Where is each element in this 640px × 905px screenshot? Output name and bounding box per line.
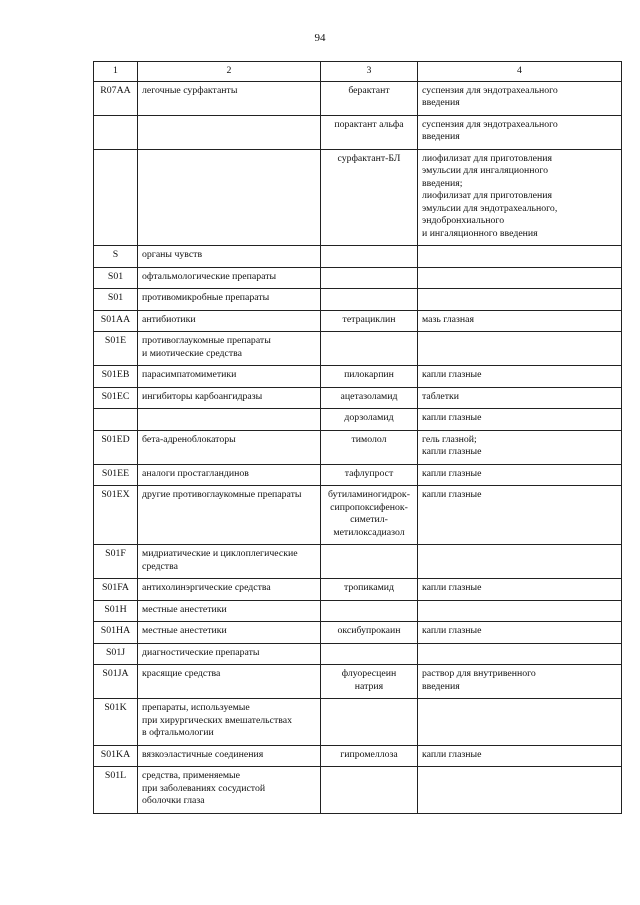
drug-name-cell: сурфактант-БЛ	[321, 149, 418, 246]
column-number-4: 4	[418, 62, 622, 82]
drug-name-cell	[321, 289, 418, 311]
atc-group-cell: средства, применяемые при заболеваниях сосудистой оболочки глаза	[138, 767, 321, 814]
table-row	[94, 745, 622, 767]
atc-code-cell: S01J	[94, 643, 138, 665]
atc-code-cell: R07AA	[94, 81, 138, 115]
drug-list-table	[93, 61, 622, 814]
table-row	[94, 149, 622, 246]
atc-group-cell: бета-адреноблокаторы	[138, 430, 321, 464]
dosage-form-cell: раствор для внутривенного введения	[418, 665, 622, 699]
dosage-form-cell: капли глазные	[418, 366, 622, 388]
drug-name-cell: флуоресцеин натрия	[321, 665, 418, 699]
dosage-form-cell: капли глазные	[418, 486, 622, 545]
atc-code-cell: S01ED	[94, 430, 138, 464]
drug-name-cell	[321, 767, 418, 814]
dosage-form-cell: таблетки	[418, 387, 622, 409]
atc-code-cell: S01HA	[94, 622, 138, 644]
table-row	[94, 430, 622, 464]
dosage-form-cell	[418, 267, 622, 289]
atc-code-cell: S01AA	[94, 310, 138, 332]
table-row	[94, 545, 622, 579]
table-row	[94, 289, 622, 311]
drug-name-cell	[321, 267, 418, 289]
dosage-form-cell	[418, 289, 622, 311]
dosage-form-cell: гель глазной; капли глазные	[418, 430, 622, 464]
drug-name-cell: тетрациклин	[321, 310, 418, 332]
table-row	[94, 409, 622, 431]
atc-group-cell: местные анестетики	[138, 600, 321, 622]
atc-code-cell	[94, 115, 138, 149]
table-row	[94, 699, 622, 746]
table-row	[94, 246, 622, 268]
atc-code-cell: S01JA	[94, 665, 138, 699]
column-number-2: 2	[138, 62, 321, 82]
atc-code-cell: S01FA	[94, 579, 138, 601]
atc-group-cell: антибиотики	[138, 310, 321, 332]
dosage-form-cell	[418, 246, 622, 268]
dosage-form-cell	[418, 545, 622, 579]
atc-group-cell: диагностические препараты	[138, 643, 321, 665]
atc-code-cell: S01KA	[94, 745, 138, 767]
drug-name-cell: тафлупрост	[321, 464, 418, 486]
atc-code-cell: S01E	[94, 332, 138, 366]
atc-group-cell	[138, 409, 321, 431]
dosage-form-cell	[418, 767, 622, 814]
drug-name-cell: ацетазоламид	[321, 387, 418, 409]
atc-group-cell: антихолинэргические средства	[138, 579, 321, 601]
atc-group-cell	[138, 115, 321, 149]
table-row	[94, 115, 622, 149]
atc-code-cell: S01	[94, 267, 138, 289]
table-row	[94, 622, 622, 644]
dosage-form-cell: суспензия для эндотрахеального введения	[418, 81, 622, 115]
drug-name-cell	[321, 246, 418, 268]
atc-group-cell: аналоги простагландинов	[138, 464, 321, 486]
atc-group-cell: легочные сурфактанты	[138, 81, 321, 115]
atc-code-cell: S	[94, 246, 138, 268]
atc-group-cell: ингибиторы карбоангидразы	[138, 387, 321, 409]
atc-code-cell: S01EE	[94, 464, 138, 486]
column-number-3: 3	[321, 62, 418, 82]
atc-group-cell: местные анестетики	[138, 622, 321, 644]
drug-name-cell: гипромеллоза	[321, 745, 418, 767]
atc-code-cell: S01L	[94, 767, 138, 814]
drug-name-cell: бутиламиногидрок- сипропоксифенок- симетил- метилоксадиазол	[321, 486, 418, 545]
atc-group-cell: другие противоглаукомные препараты	[138, 486, 321, 545]
table-row	[94, 665, 622, 699]
table-row	[94, 486, 622, 545]
dosage-form-cell	[418, 699, 622, 746]
drug-name-cell	[321, 332, 418, 366]
drug-name-cell: пилокарпин	[321, 366, 418, 388]
drug-name-cell: оксибупрокаин	[321, 622, 418, 644]
atc-code-cell: S01	[94, 289, 138, 311]
table-row	[94, 579, 622, 601]
atc-code-cell	[94, 149, 138, 246]
table-row	[94, 767, 622, 814]
table-row	[94, 366, 622, 388]
atc-group-cell: парасимпатомиметики	[138, 366, 321, 388]
atc-group-cell: вязкоэластичные соединения	[138, 745, 321, 767]
table-row	[94, 464, 622, 486]
drug-name-cell: тропикамид	[321, 579, 418, 601]
table-row	[94, 332, 622, 366]
atc-group-cell: противомикробные препараты	[138, 289, 321, 311]
atc-group-cell: мидриатические и циклоплегические средства	[138, 545, 321, 579]
atc-group-cell: препараты, используемые при хирургических вмешательствах в офтальмологии	[138, 699, 321, 746]
dosage-form-cell	[418, 643, 622, 665]
atc-code-cell: S01EB	[94, 366, 138, 388]
dosage-form-cell: капли глазные	[418, 464, 622, 486]
table-row	[94, 600, 622, 622]
dosage-form-cell	[418, 600, 622, 622]
table-header-row	[94, 62, 622, 82]
atc-code-cell	[94, 409, 138, 431]
column-number-1: 1	[94, 62, 138, 82]
atc-group-cell: органы чувств	[138, 246, 321, 268]
dosage-form-cell: капли глазные	[418, 745, 622, 767]
dosage-form-cell: лиофилизат для приготовления эмульсии для ингаляционного введения; лиофилизат для приготовления эмульсии для эндотрахеального, эндобронхиального и ингаляционного введения	[418, 149, 622, 246]
dosage-form-cell: капли глазные	[418, 622, 622, 644]
dosage-form-cell: капли глазные	[418, 579, 622, 601]
dosage-form-cell: суспензия для эндотрахеального введения	[418, 115, 622, 149]
drug-name-cell: порактант альфа	[321, 115, 418, 149]
atc-group-cell: красящие средства	[138, 665, 321, 699]
drug-name-cell: берактант	[321, 81, 418, 115]
atc-code-cell: S01F	[94, 545, 138, 579]
drug-name-cell	[321, 643, 418, 665]
table-body	[94, 81, 622, 813]
dosage-form-cell: капли глазные	[418, 409, 622, 431]
atc-code-cell: S01EC	[94, 387, 138, 409]
atc-code-cell: S01EX	[94, 486, 138, 545]
table-row	[94, 267, 622, 289]
atc-group-cell: противоглаукомные препараты и миотические средства	[138, 332, 321, 366]
drug-name-cell	[321, 545, 418, 579]
dosage-form-cell	[418, 332, 622, 366]
table-row	[94, 81, 622, 115]
drug-name-cell	[321, 699, 418, 746]
table-row	[94, 643, 622, 665]
page-number: 94	[314, 32, 326, 44]
dosage-form-cell: мазь глазная	[418, 310, 622, 332]
table-row	[94, 387, 622, 409]
drug-name-cell: тимолол	[321, 430, 418, 464]
drug-name-cell	[321, 600, 418, 622]
atc-group-cell: офтальмологические препараты	[138, 267, 321, 289]
drug-name-cell: дорзоламид	[321, 409, 418, 431]
atc-code-cell: S01K	[94, 699, 138, 746]
table-row	[94, 310, 622, 332]
atc-code-cell: S01H	[94, 600, 138, 622]
atc-group-cell	[138, 149, 321, 246]
